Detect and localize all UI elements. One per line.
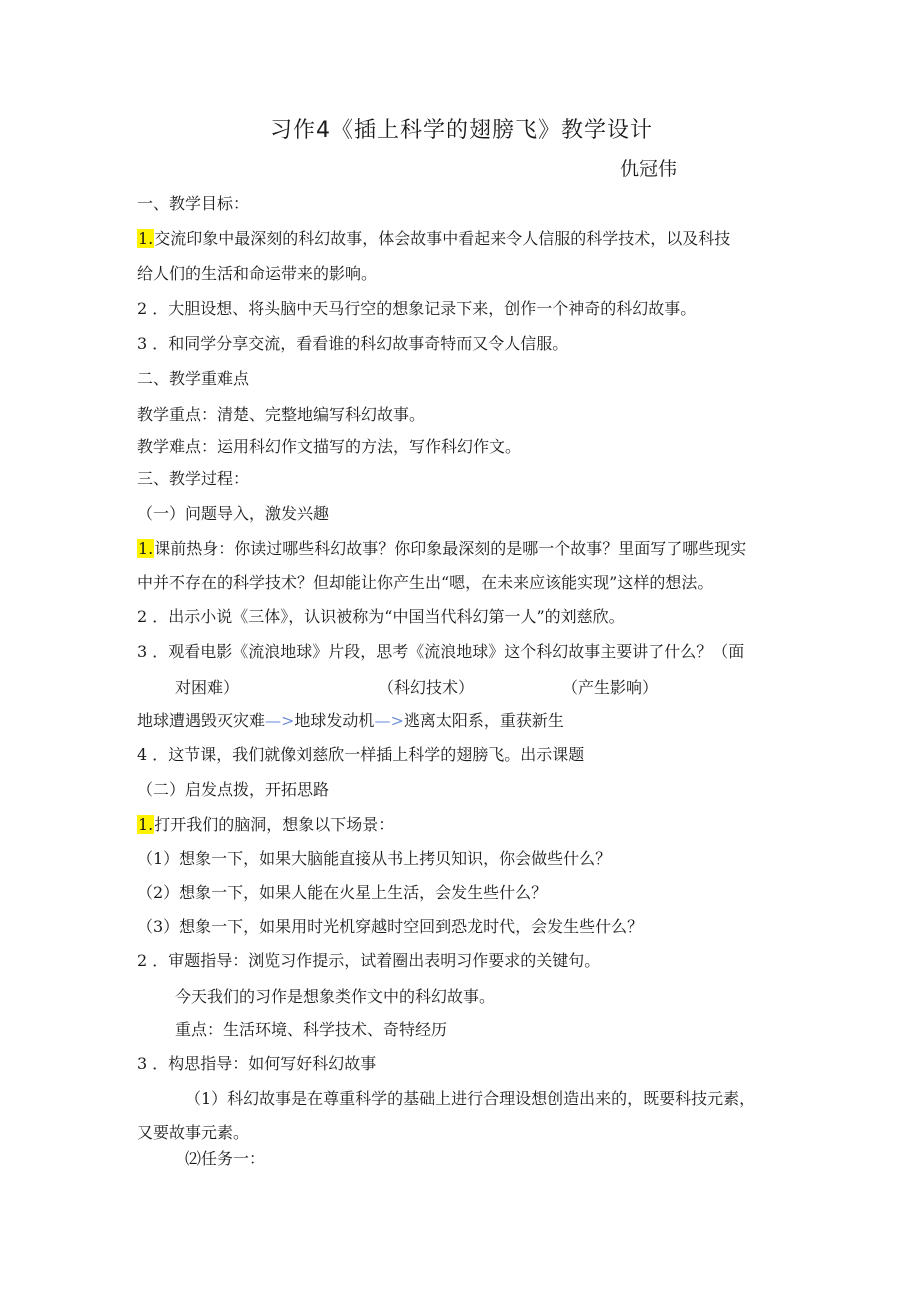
scene-2: （2）想象一下，如果人能在火星上生活，会发生些什么？ bbox=[137, 883, 548, 902]
part-1-item-3: 3 ．观看电影《流浪地球》片段，思考《流浪地球》这个科幻故事主要讲了什么？（面 bbox=[137, 642, 745, 661]
part-2-item-1-text: 打开我们的脑洞，想象以下场景： bbox=[154, 815, 395, 834]
section-heading-process: 三、教学过程： bbox=[137, 469, 250, 488]
scene-1: （1）想象一下，如果大脑能直接从书上拷贝知识，你会做些什么？ bbox=[137, 849, 612, 868]
highlighted-number: 1. bbox=[138, 539, 154, 558]
highlighted-number: 1. bbox=[138, 229, 154, 248]
goal-1-continued: 给人们的生活和命运带来的影响。 bbox=[137, 264, 378, 283]
goal-1-text: 交流印象中最深刻的科幻故事，体会故事中看起来令人信服的科学技术，以及科技 bbox=[154, 229, 731, 248]
section-heading-key-points: 二、教学重难点 bbox=[137, 369, 250, 388]
goal-2: 2 ．大胆设想、将头脑中天马行空的想象记录下来，创作一个神奇的科幻故事。 bbox=[137, 299, 697, 318]
part-1-item-1-continued: 中并不存在的科学技术？但却能让你产生出“嗯，在未来应该能实现”这样的想法。 bbox=[137, 573, 714, 592]
part-1-item-4: 4 ．这节课，我们就像刘慈欣一样插上科学的翅膀飞。出示课题 bbox=[137, 745, 585, 764]
part-2-heading: （二）启发点拨，开拓思路 bbox=[137, 780, 330, 799]
part-2-item-3-point-1: （1）科幻故事是在尊重科学的基础上进行合理设想创造出来的，既要科技元素， bbox=[185, 1089, 756, 1108]
part-1-item-2: 2 ．出示小说《三体》，认识被称为“中国当代科幻第一人”的刘慈欣。 bbox=[137, 607, 625, 626]
flow-step-1: 地球遭遇毁灭灾难 bbox=[137, 711, 266, 730]
part-2-item-1 bbox=[137, 814, 394, 836]
part-1-item-1-text: 课前热身：你读过哪些科幻故事？你印象最深刻的是哪一个故事？里面写了哪些现实 bbox=[154, 539, 747, 558]
story-flow bbox=[137, 710, 564, 732]
scene-3: （3）想象一下，如果用时光机穿越时空回到恐龙时代，会发生些什么？ bbox=[137, 917, 644, 936]
story-element-impact: （产生影响） bbox=[562, 678, 659, 697]
part-2-item-3: 3 ．构思指导：如何写好科幻故事 bbox=[137, 1054, 377, 1073]
part-1-heading: （一）问题导入，激发兴趣 bbox=[137, 504, 330, 523]
highlighted-number: 1. bbox=[138, 815, 154, 834]
section-heading-goals: 一、教学目标： bbox=[137, 194, 250, 213]
story-element-technology: （科幻技术） bbox=[378, 678, 475, 697]
part-2-item-3-point-1-continued: 又要故事元素。 bbox=[137, 1123, 250, 1142]
goal-3: 3 ．和同学分享交流，看看谁的科幻故事奇特而又令人信服。 bbox=[137, 334, 569, 353]
goal-1 bbox=[137, 228, 730, 250]
flow-step-3: 逃离太阳系，重获新生 bbox=[403, 711, 564, 730]
document-title: 习作4《插上科学的翅膀飞》教学设计 bbox=[270, 118, 653, 143]
flow-step-2: 地球发动机 bbox=[294, 711, 375, 730]
key-point: 教学重点：清楚、完整地编写科幻故事。 bbox=[137, 405, 426, 424]
part-1-item-1 bbox=[137, 538, 746, 560]
author-name: 仇冠伟 bbox=[620, 158, 678, 180]
difficult-point: 教学难点：运用科幻作文描写的方法，写作科幻作文。 bbox=[137, 437, 522, 456]
part-2-item-2-note-a: 今天我们的习作是想象类作文中的科幻故事。 bbox=[175, 987, 496, 1006]
part-2-item-2-note-b: 重点：生活环境、科学技术、奇特经历 bbox=[175, 1020, 448, 1039]
arrow-right-icon: —> bbox=[265, 711, 295, 730]
part-2-item-3-task-1: ⑵任务一： bbox=[185, 1149, 266, 1168]
part-2-item-2: 2 ．审题指导：浏览习作提示，试着圈出表明习作要求的关键句。 bbox=[137, 951, 601, 970]
story-element-difficulty: 对困难） bbox=[175, 678, 240, 697]
arrow-right-icon: —> bbox=[374, 711, 404, 730]
